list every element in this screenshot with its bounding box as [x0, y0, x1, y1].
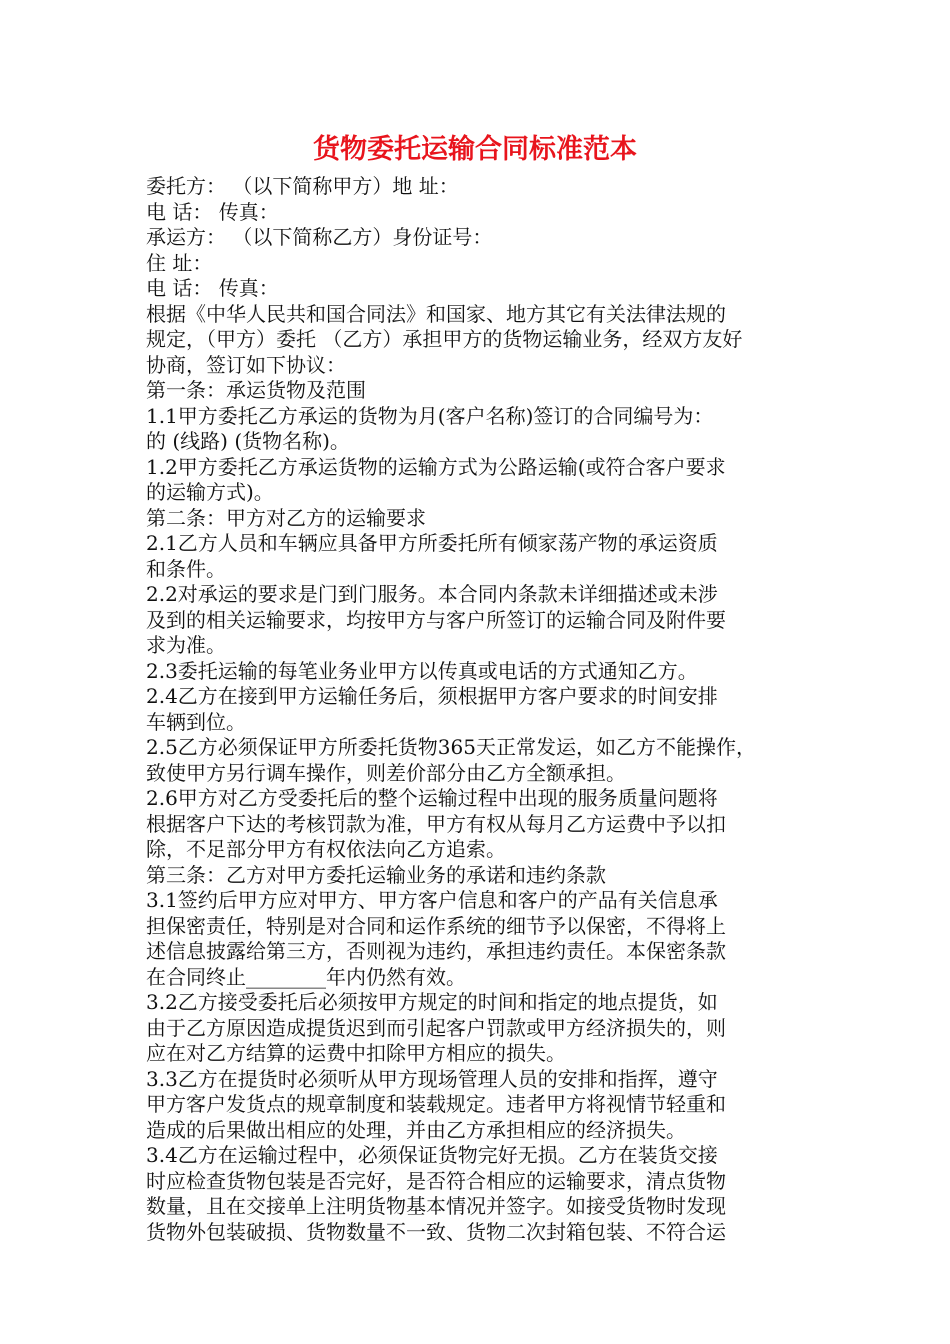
document-line: 数量，且在交接单上注明货物基本情况并签字。如接受货物时发现: [146, 1194, 726, 1218]
document-line: 电 话： 传真：: [146, 199, 279, 224]
document-line: 电 话： 传真：: [146, 276, 279, 300]
document-line: 2.4乙方在接到甲方运输任务后，须根据甲方客户要求的时间安排: [146, 684, 718, 708]
document-line: 造成的后果做出相应的处理，并由乙方承担相应的经济损失。: [146, 1117, 686, 1142]
document-line: 担保密责任，特别是对合同和运作系统的细节予以保密，不得将上: [146, 913, 726, 938]
document-line: 车辆到位。: [146, 709, 246, 734]
document-line: 述信息披露给第三方，否则视为违约，承担违约责任。本保密条款: [146, 939, 726, 963]
document-line: 3.4乙方在运输过程中，必须保证货物完好无损。乙方在装货交接: [146, 1143, 718, 1167]
document-line: 2.1乙方人员和车辆应具备甲方所委托所有倾家荡产物的承运资质: [146, 531, 718, 555]
document-line: 货物外包装破损、货物数量不一致、货物二次封箱包装、不符合运: [146, 1219, 726, 1244]
document-line: 和条件。: [146, 556, 226, 581]
document-line: 的运输方式)。: [146, 480, 274, 504]
document-line: 2.2对承运的要求是门到门服务。本合同内条款未详细描述或未涉: [146, 582, 718, 606]
document-line: 第三条：乙方对甲方委托运输业务的承诺和违约条款: [146, 862, 606, 887]
document-line: 根据《中华人民共和国合同法》和国家、地方其它有关法律法规的: [146, 301, 726, 326]
document-line: 2.3委托运输的每笔业务业甲方以传真或电话的方式通知乙方。: [146, 658, 698, 683]
document-line: 第一条：承运货物及范围: [146, 378, 366, 402]
document-line: 3.1签约后甲方应对甲方、甲方客户信息和客户的产品有关信息承: [146, 888, 718, 912]
document-line: 3.2乙方接受委托后必须按甲方规定的时间和指定的地点提货，如: [146, 990, 718, 1014]
document-line: 3.3乙方在提货时必须听从甲方现场管理人员的安排和指挥，遵守: [146, 1066, 718, 1091]
document-line: 协商，签订如下协议：: [146, 352, 346, 377]
document-line: 时应检查货物包装是否完好，是否符合相应的运输要求，清点货物: [146, 1168, 726, 1193]
document-line: 致使甲方另行调车操作，则差价部分由乙方全额承担。: [146, 760, 626, 785]
document-line: 的 (线路) (货物名称)。: [146, 429, 350, 453]
document-line: 1.1甲方委托乙方承运的货物为月(客户名称)签订的合同编号为：: [146, 403, 714, 428]
document-line: 住 址：: [146, 250, 213, 275]
document-line: 甲方客户发货点的规章制度和装载规定。违者甲方将视情节轻重和: [146, 1092, 726, 1116]
document-line: 2.5乙方必须保证甲方所委托货物365天正常发运，如乙方不能操作，: [146, 735, 756, 759]
document-line: 求为准。: [146, 633, 226, 657]
document-body: [146, 174, 826, 1245]
document-line: 除，不足部分甲方有权依法向乙方追索。: [146, 837, 506, 861]
document-line: 规定，（甲方）委托 （乙方）承担甲方的货物运输业务，经双方友好: [146, 327, 743, 351]
document-line: 第二条：甲方对乙方的运输要求: [146, 505, 426, 530]
document-line: 由于乙方原因造成提货迟到而引起客户罚款或甲方经济损失的，则: [146, 1015, 726, 1040]
document-line: 委托方： （以下简称甲方）地 址：: [146, 174, 459, 198]
document-line: 承运方： （以下简称乙方）身份证号：: [146, 225, 493, 249]
document-line: 应在对乙方结算的运费中扣除甲方相应的损失。: [146, 1041, 566, 1065]
document-title: 货物委托运输合同标准范本: [313, 134, 637, 165]
document-line: 1.2甲方委托乙方承运货物的运输方式为公路运输(或符合客户要求: [146, 454, 726, 479]
document-line: 根据客户下达的考核罚款为准，甲方有权从每月乙方运费中予以扣: [146, 811, 726, 836]
document-line: 2.6甲方对乙方受委托后的整个运输过程中出现的服务质量问题将: [146, 786, 718, 810]
document-line: 在合同终止________年内仍然有效。: [146, 964, 466, 989]
document-line: 及到的相关运输要求，均按甲方与客户所签订的运输合同及附件要: [146, 607, 726, 632]
